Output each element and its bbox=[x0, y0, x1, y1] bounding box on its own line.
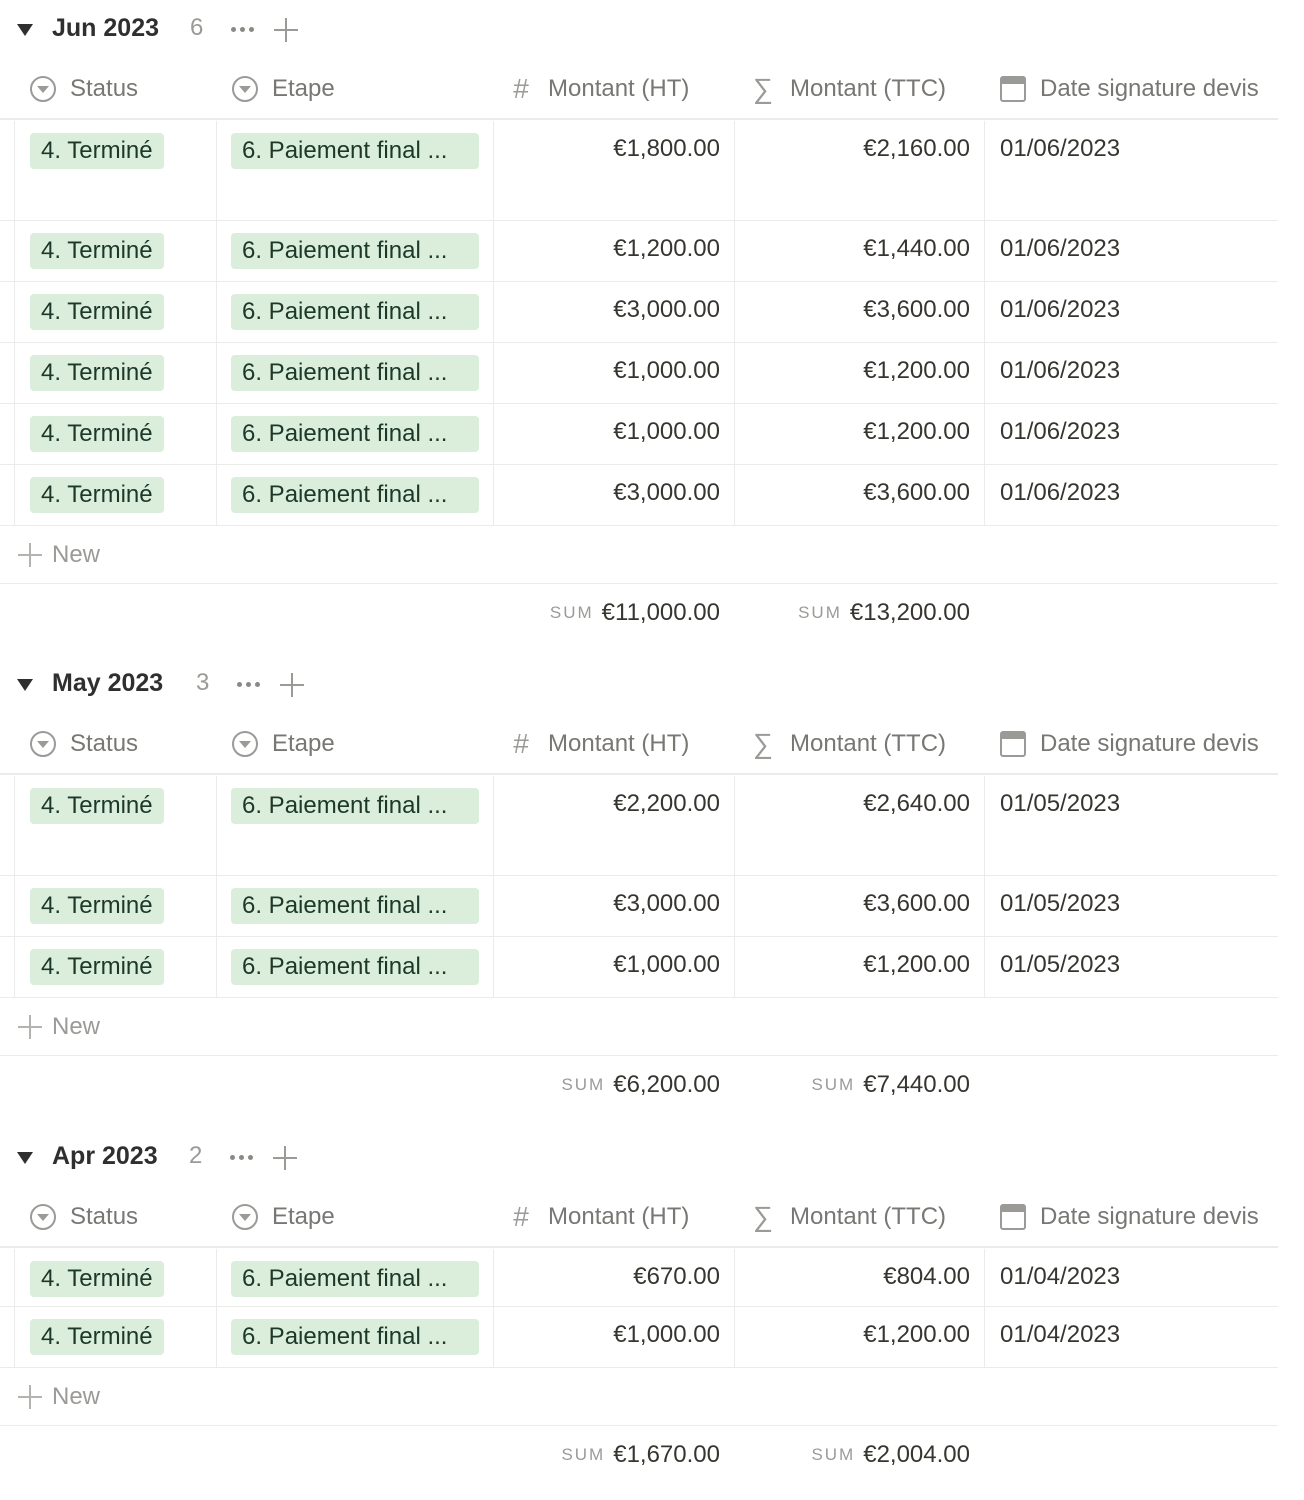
status-tag[interactable]: 4. Terminé bbox=[30, 133, 164, 169]
sum-value: €6,200.00 bbox=[613, 1071, 720, 1098]
column-label: Status bbox=[70, 1203, 139, 1230]
table-row[interactable] bbox=[0, 343, 1278, 404]
montant-ht-cell[interactable]: €1,000.00 bbox=[613, 1321, 720, 1348]
plus-icon bbox=[18, 1385, 42, 1409]
select-property-icon bbox=[30, 731, 56, 757]
sum-montant-ht[interactable] bbox=[550, 599, 720, 627]
calendar-property-icon bbox=[1000, 1204, 1026, 1230]
montant-ttc-cell[interactable]: €1,200.00 bbox=[863, 951, 970, 978]
montant-ttc-cell[interactable]: €1,440.00 bbox=[863, 235, 970, 262]
group-count: 6 bbox=[190, 14, 204, 41]
table-row[interactable] bbox=[0, 121, 1278, 221]
montant-ht-cell[interactable]: €3,000.00 bbox=[613, 890, 720, 917]
sum-montant-ttc[interactable] bbox=[798, 599, 970, 627]
group-title: Jun 2023 bbox=[52, 14, 160, 42]
sum-montant-ht[interactable] bbox=[561, 1441, 720, 1469]
column-label: Montant (TTC) bbox=[790, 730, 947, 757]
group-title: May 2023 bbox=[52, 669, 164, 697]
more-options-icon[interactable] bbox=[234, 669, 264, 697]
montant-ht-cell[interactable]: €670.00 bbox=[633, 1263, 720, 1290]
sum-montant-ttc[interactable] bbox=[811, 1441, 970, 1469]
etape-tag[interactable]: 6. Paiement final ... bbox=[231, 133, 479, 169]
collapse-toggle-icon[interactable] bbox=[16, 20, 34, 38]
add-to-group-icon[interactable] bbox=[280, 673, 304, 697]
date-signature-cell[interactable]: 01/06/2023 bbox=[1000, 135, 1121, 162]
table-row[interactable] bbox=[0, 776, 1278, 876]
sum-value: €11,000.00 bbox=[601, 599, 720, 626]
sum-label: SUM bbox=[561, 1075, 606, 1094]
sum-label: SUM bbox=[798, 603, 842, 622]
collapse-toggle-icon[interactable] bbox=[16, 1148, 34, 1166]
column-label: Montant (HT) bbox=[548, 75, 690, 102]
column-header-etape[interactable] bbox=[232, 60, 335, 118]
status-tag[interactable]: 4. Terminé bbox=[30, 355, 164, 391]
column-header-montant-ht[interactable] bbox=[508, 60, 689, 118]
etape-tag[interactable]: 6. Paiement final ... bbox=[231, 233, 479, 269]
calendar-property-icon bbox=[1000, 76, 1026, 102]
etape-tag[interactable]: 6. Paiement final ... bbox=[231, 1261, 479, 1297]
montant-ttc-cell[interactable]: €2,160.00 bbox=[863, 135, 970, 162]
column-header-montant-ht[interactable] bbox=[508, 715, 689, 773]
formula-property-icon: ∑ bbox=[753, 1201, 773, 1232]
column-header-montant-ttc[interactable] bbox=[750, 715, 946, 773]
etape-tag[interactable]: 6. Paiement final ... bbox=[231, 416, 479, 452]
status-tag[interactable]: 4. Terminé bbox=[30, 233, 164, 269]
date-signature-cell[interactable]: 01/04/2023 bbox=[1000, 1321, 1121, 1348]
etape-tag[interactable]: 6. Paiement final ... bbox=[231, 788, 479, 824]
column-header-status[interactable] bbox=[30, 1188, 138, 1246]
group-header bbox=[0, 0, 1304, 60]
sum-montant-ht[interactable] bbox=[561, 1071, 720, 1099]
column-header-date[interactable] bbox=[1000, 715, 1259, 773]
montant-ht-cell[interactable]: €2,200.00 bbox=[613, 790, 720, 817]
sum-value: €13,200.00 bbox=[849, 599, 970, 626]
montant-ht-cell[interactable]: €3,000.00 bbox=[613, 479, 720, 506]
column-label: Status bbox=[70, 75, 139, 102]
etape-tag[interactable]: 6. Paiement final ... bbox=[231, 888, 479, 924]
montant-ttc-cell[interactable]: €3,600.00 bbox=[863, 890, 970, 917]
date-signature-cell[interactable]: 01/06/2023 bbox=[1000, 296, 1121, 323]
table-row[interactable] bbox=[0, 404, 1278, 465]
add-to-group-icon[interactable] bbox=[273, 1146, 297, 1170]
new-row-button[interactable] bbox=[0, 526, 1278, 584]
select-property-icon bbox=[30, 76, 56, 102]
sum-label: SUM bbox=[811, 1445, 856, 1464]
column-label: Etape bbox=[272, 730, 335, 757]
column-header-row bbox=[0, 60, 1278, 120]
sum-label: SUM bbox=[549, 603, 594, 622]
status-tag[interactable]: 4. Terminé bbox=[30, 416, 164, 452]
column-header-row bbox=[0, 715, 1278, 775]
sum-label: SUM bbox=[811, 1075, 856, 1094]
group-header bbox=[0, 655, 1304, 715]
montant-ht-cell[interactable]: €1,800.00 bbox=[613, 135, 720, 162]
date-signature-cell[interactable]: 01/05/2023 bbox=[1000, 890, 1121, 917]
column-label: Montant (TTC) bbox=[790, 75, 947, 102]
new-row-label: New bbox=[52, 541, 101, 568]
etape-tag[interactable]: 6. Paiement final ... bbox=[231, 355, 479, 391]
montant-ttc-cell[interactable]: €1,200.00 bbox=[863, 1321, 970, 1348]
more-options-icon[interactable] bbox=[227, 1142, 257, 1170]
formula-property-icon: ∑ bbox=[753, 728, 773, 759]
column-label: Status bbox=[70, 730, 139, 757]
group-header bbox=[0, 1128, 1304, 1188]
column-header-date[interactable] bbox=[1000, 60, 1259, 118]
new-row-label: New bbox=[52, 1383, 101, 1410]
etape-tag[interactable]: 6. Paiement final ... bbox=[231, 294, 479, 330]
status-tag[interactable]: 4. Terminé bbox=[30, 888, 164, 924]
column-label: Montant (HT) bbox=[548, 730, 690, 757]
column-label: Date signature devis bbox=[1040, 730, 1259, 757]
montant-ttc-cell[interactable]: €1,200.00 bbox=[863, 418, 970, 445]
status-tag[interactable]: 4. Terminé bbox=[30, 788, 164, 824]
column-header-montant-ttc[interactable] bbox=[750, 60, 946, 118]
group-count: 3 bbox=[196, 669, 210, 696]
column-label: Montant (HT) bbox=[548, 1203, 690, 1230]
column-header-etape[interactable] bbox=[232, 1188, 335, 1246]
status-tag[interactable]: 4. Terminé bbox=[30, 294, 164, 330]
number-property-icon: # bbox=[513, 1201, 529, 1232]
calculation-row bbox=[0, 1056, 1278, 1116]
date-signature-cell[interactable]: 01/05/2023 bbox=[1000, 790, 1121, 817]
etape-tag[interactable]: 6. Paiement final ... bbox=[231, 1319, 479, 1355]
group-title: Apr 2023 bbox=[52, 1142, 158, 1170]
sum-value: €1,670.00 bbox=[613, 1441, 720, 1468]
sum-montant-ttc[interactable] bbox=[811, 1071, 970, 1099]
montant-ht-cell[interactable]: €1,200.00 bbox=[613, 235, 720, 262]
column-header-status[interactable] bbox=[30, 60, 138, 118]
number-property-icon: # bbox=[513, 73, 529, 104]
column-label: Date signature devis bbox=[1040, 1203, 1259, 1230]
table-row[interactable] bbox=[0, 282, 1278, 343]
date-signature-cell[interactable]: 01/06/2023 bbox=[1000, 357, 1121, 384]
sum-label: SUM bbox=[561, 1445, 606, 1464]
calculation-row bbox=[0, 1426, 1278, 1486]
date-signature-cell[interactable]: 01/05/2023 bbox=[1000, 951, 1121, 978]
column-header-status[interactable] bbox=[30, 715, 138, 773]
table-row[interactable] bbox=[0, 465, 1278, 526]
table-row[interactable] bbox=[0, 1249, 1278, 1307]
montant-ht-cell[interactable]: €3,000.00 bbox=[613, 296, 720, 323]
date-signature-cell[interactable]: 01/06/2023 bbox=[1000, 479, 1121, 506]
table-row[interactable] bbox=[0, 937, 1278, 998]
select-property-icon bbox=[30, 1204, 56, 1230]
select-property-icon bbox=[232, 76, 258, 102]
add-to-group-icon[interactable] bbox=[274, 18, 298, 42]
table-row[interactable] bbox=[0, 876, 1278, 937]
new-row-label: New bbox=[52, 1013, 101, 1040]
plus-icon bbox=[18, 1015, 42, 1039]
select-property-icon bbox=[232, 731, 258, 757]
status-tag[interactable]: 4. Terminé bbox=[30, 477, 164, 513]
column-label: Etape bbox=[272, 1203, 335, 1230]
table-row[interactable] bbox=[0, 1307, 1278, 1368]
number-property-icon: # bbox=[513, 728, 529, 759]
calculation-row bbox=[0, 584, 1278, 644]
sum-value: €7,440.00 bbox=[863, 1071, 970, 1098]
formula-property-icon: ∑ bbox=[753, 73, 773, 104]
collapse-toggle-icon[interactable] bbox=[16, 675, 34, 693]
group-count: 2 bbox=[189, 1142, 203, 1169]
status-tag[interactable]: 4. Terminé bbox=[30, 949, 164, 985]
montant-ttc-cell[interactable]: €804.00 bbox=[883, 1263, 970, 1290]
column-header-date[interactable] bbox=[1000, 1188, 1259, 1246]
plus-icon bbox=[18, 543, 42, 567]
status-tag[interactable]: 4. Terminé bbox=[30, 1319, 164, 1355]
montant-ttc-cell[interactable]: €3,600.00 bbox=[863, 296, 970, 323]
more-options-icon[interactable] bbox=[228, 14, 258, 42]
montant-ht-cell[interactable]: €1,000.00 bbox=[613, 951, 720, 978]
status-tag[interactable]: 4. Terminé bbox=[30, 1261, 164, 1297]
select-property-icon bbox=[232, 1204, 258, 1230]
calendar-property-icon bbox=[1000, 731, 1026, 757]
sum-value: €2,004.00 bbox=[863, 1441, 970, 1468]
column-label: Montant (TTC) bbox=[790, 1203, 947, 1230]
new-row-button[interactable] bbox=[0, 1368, 1278, 1426]
column-header-etape[interactable] bbox=[232, 715, 335, 773]
etape-tag[interactable]: 6. Paiement final ... bbox=[231, 949, 479, 985]
etape-tag[interactable]: 6. Paiement final ... bbox=[231, 477, 479, 513]
date-signature-cell[interactable]: 01/06/2023 bbox=[1000, 235, 1121, 262]
montant-ht-cell[interactable]: €1,000.00 bbox=[613, 357, 720, 384]
column-label: Etape bbox=[272, 75, 335, 102]
date-signature-cell[interactable]: 01/06/2023 bbox=[1000, 418, 1121, 445]
montant-ht-cell[interactable]: €1,000.00 bbox=[613, 418, 720, 445]
montant-ttc-cell[interactable]: €3,600.00 bbox=[863, 479, 970, 506]
table-row[interactable] bbox=[0, 221, 1278, 282]
date-signature-cell[interactable]: 01/04/2023 bbox=[1000, 1263, 1121, 1290]
column-header-montant-ttc[interactable] bbox=[750, 1188, 946, 1246]
new-row-button[interactable] bbox=[0, 998, 1278, 1056]
montant-ttc-cell[interactable]: €2,640.00 bbox=[863, 790, 970, 817]
column-label: Date signature devis bbox=[1040, 75, 1259, 102]
montant-ttc-cell[interactable]: €1,200.00 bbox=[863, 357, 970, 384]
column-header-montant-ht[interactable] bbox=[508, 1188, 689, 1246]
column-header-row bbox=[0, 1188, 1278, 1248]
